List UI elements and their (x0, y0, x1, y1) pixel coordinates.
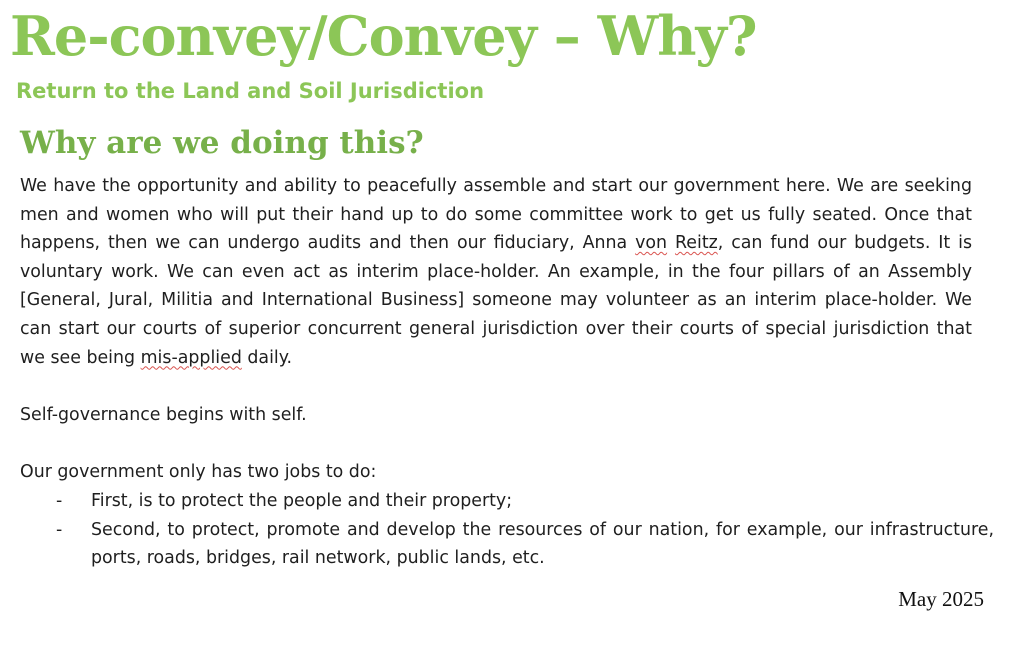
intro-text-part-d: daily. (241, 347, 293, 368)
intro-text-part-c: , can fund our budgets. It is voluntary work. We can even act as interim place-holder. An example, in the four pillars of an Assembly [General, Jural, Militia and International Business] someone may volunteer as an interim place-holder. We can start our courts of superior concurrent general jurisdiction over their courts of special jurisdiction that we see being (20, 233, 973, 368)
section-heading: Why are we doing this? (20, 125, 424, 161)
document-subtitle: Return to the Land and Soil Jurisdiction (16, 79, 485, 103)
list-dash-marker: - (56, 519, 63, 540)
list-item (20, 487, 994, 516)
intro-paragraph (20, 172, 972, 372)
list-item-text: Second, to protect, promote and develop the resources of our nation, for example, our infrastructure, ports, roads, bridges, rail network, public lands, etc. (91, 519, 994, 569)
spellcheck-word-reitz: Reitz (674, 233, 718, 254)
intro-text-part-a: We have the opportunity and ability to peacefully assemble and start our government here. We are seeking men and women who will put their hand up to do some committee work to get us fully seated. Once that happens, then we can undergo audits and then our fiduciary, Anna (20, 176, 972, 254)
list-dash-marker: - (56, 491, 63, 511)
document-title: Re-convey/Convey – Why? (10, 4, 757, 68)
intro-text-part-b (667, 233, 675, 253)
self-governance-paragraph: Self-governance begins with self. (20, 405, 307, 425)
spellcheck-word-von: von (635, 233, 668, 254)
spellcheck-word-misapplied: mis-applied (140, 347, 242, 368)
jobs-list (20, 487, 994, 573)
jobs-intro-paragraph: Our government only has two jobs to do: (20, 462, 377, 482)
document-date: May 2025 (898, 587, 984, 611)
list-item-text: First, is to protect the people and their property; (91, 491, 513, 511)
list-item (20, 516, 994, 573)
